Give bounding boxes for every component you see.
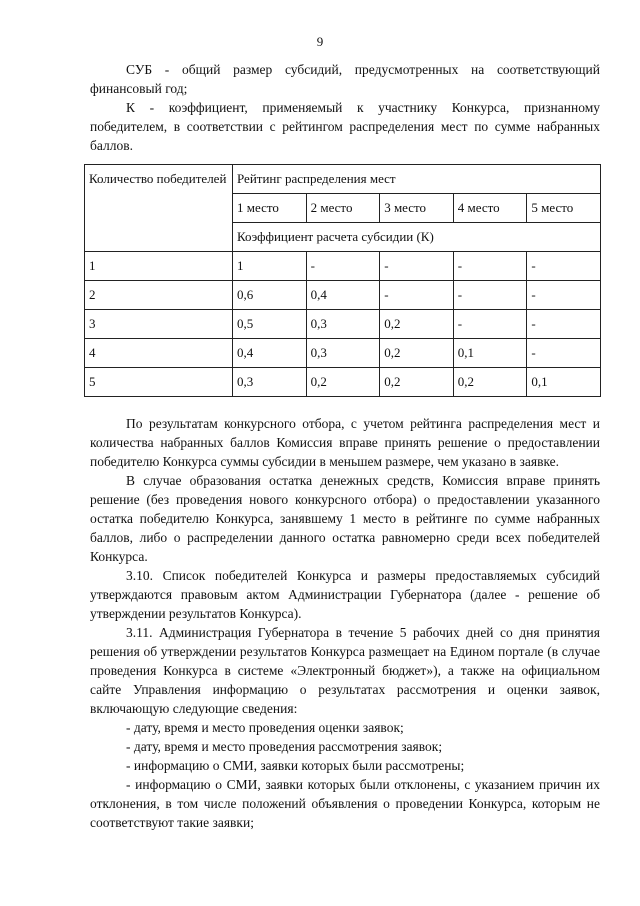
coef-cell: 0,6 (233, 281, 307, 310)
coef-cell: 0,3 (306, 339, 380, 368)
winners-count-cell: 1 (85, 252, 233, 281)
coef-cell: 0,2 (453, 368, 527, 397)
paragraph-3-10: 3.10. Список победителей Конкурса и размеры предоставляемых субсидий утверждаются правовым актом Администрации Губернатора (далее - решение об утверждении результатов Конкурса). (90, 568, 600, 621)
header-winners-count: Количество победителей (85, 165, 233, 252)
paragraph-3-11: 3.11. Администрация Губернатора в течение 5 рабочих дней со дня принятия решения об утверждении результатов Конкурса размещает на Едином портале (в случае проведения Конкурса в системе «Электронный бюджет»), а также на официальном сайте Управления информацию о результатах рассмотрения и оценки заявок, включающую следующие сведения: (90, 625, 600, 716)
header-place: 2 место (306, 194, 380, 223)
coef-cell: 0,2 (380, 339, 454, 368)
coef-cell: 0,3 (233, 368, 307, 397)
coef-cell: - (527, 252, 601, 281)
paragraph-sub-definition: СУБ - общий размер субсидий, предусмотренных на соответствующий финансовый год; (90, 62, 600, 96)
list-item: - информацию о СМИ, заявки которых были отклонены, с указанием причин их отклонения, в том числе положений объявления о проведении Конкурса, которым не соответствуют такие заявки; (90, 777, 600, 830)
coef-cell: - (453, 252, 527, 281)
header-place: 4 место (453, 194, 527, 223)
coef-cell: 0,4 (233, 339, 307, 368)
coef-cell: - (527, 310, 601, 339)
paragraph-remainder: В случае образования остатка денежных средств, Комиссия вправе принять решение (без проведения нового конкурсного отбора) о предоставлении указанного остатка победителю Конкурса, занявшему 1 место в рейтинге по сумме набранных баллов, либо о распределении данного остатка равномерно среди всех победителей Конкурса. (90, 473, 600, 564)
coef-cell: 0,2 (306, 368, 380, 397)
coef-cell: 0,2 (380, 368, 454, 397)
table-row (85, 310, 601, 339)
coef-cell: 0,3 (306, 310, 380, 339)
coef-cell: 1 (233, 252, 307, 281)
coef-cell: 0,1 (453, 339, 527, 368)
list-item: - дату, время и место проведения рассмотрения заявок; (126, 739, 443, 754)
coef-cell: - (527, 339, 601, 368)
coef-cell: 0,4 (306, 281, 380, 310)
body-section (90, 414, 600, 832)
coef-cell: 0,5 (233, 310, 307, 339)
winners-count-cell: 4 (85, 339, 233, 368)
coef-cell: - (453, 281, 527, 310)
header-place: 3 место (380, 194, 454, 223)
winners-count-cell: 2 (85, 281, 233, 310)
table-header-row (85, 165, 601, 194)
header-rating: Рейтинг распределения мест (233, 165, 601, 194)
table-row (85, 252, 601, 281)
coef-cell: - (306, 252, 380, 281)
coef-cell: - (380, 252, 454, 281)
winners-count-cell: 3 (85, 310, 233, 339)
coefficient-table (84, 164, 601, 397)
table-row (85, 281, 601, 310)
table-row (85, 368, 601, 397)
header-place: 1 место (233, 194, 307, 223)
paragraph-k-definition: К - коэффициент, применяемый к участнику Конкурса, признанному победителем, в соответствии с рейтингом распределения мест по сумме набранных баллов. (90, 100, 600, 153)
coef-cell: - (527, 281, 601, 310)
header-coefficient: Коэффициент расчета субсидии (К) (233, 223, 601, 252)
paragraph-results: По результатам конкурсного отбора, с учетом рейтинга распределения мест и количества набранных баллов Комиссия вправе принять решение о предоставлении победителю Конкурса суммы субсидии в меньшем размере, чем указано в заявке. (90, 416, 600, 469)
coef-cell: 0,1 (527, 368, 601, 397)
page-number: 9 (316, 34, 324, 49)
list-item: - дату, время и место проведения оценки заявок; (126, 720, 404, 735)
list-item: - информацию о СМИ, заявки которых были рассмотрены; (126, 758, 465, 773)
table-row (85, 339, 601, 368)
intro-section (90, 60, 600, 155)
coef-cell: - (380, 281, 454, 310)
winners-count-cell: 5 (85, 368, 233, 397)
coef-cell: 0,2 (380, 310, 454, 339)
header-place: 5 место (527, 194, 601, 223)
coef-cell: - (453, 310, 527, 339)
